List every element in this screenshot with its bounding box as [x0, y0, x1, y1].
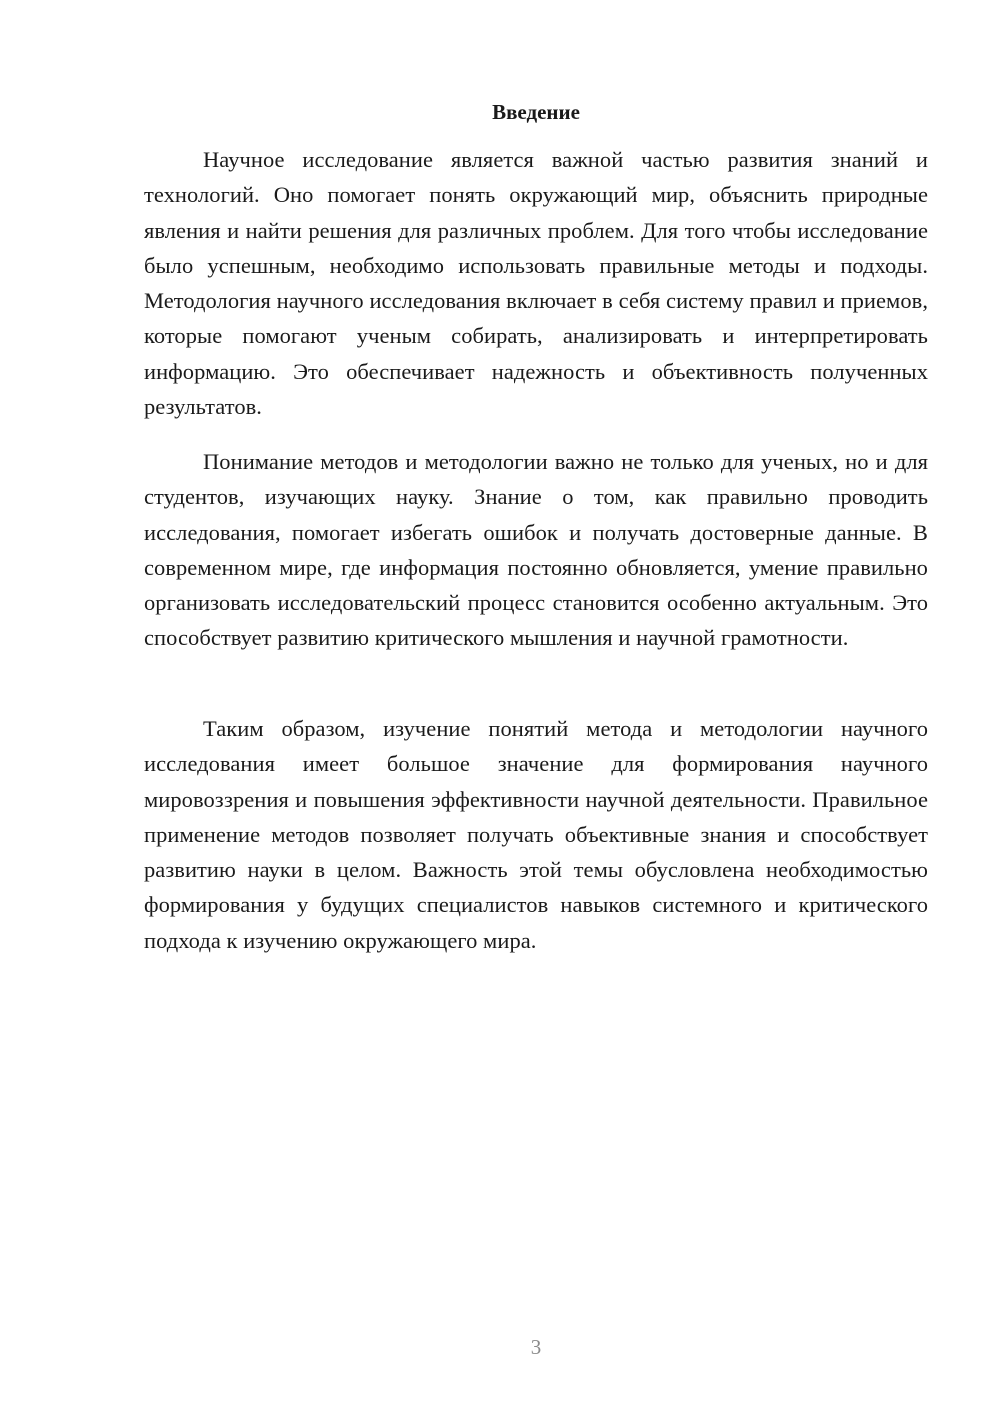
section-heading: Введение: [492, 100, 580, 124]
paragraph-2: Понимание методов и методологии важно не только для ученых, но и для студентов, изучающих науку. Знание о том, как правильно проводить исследования, помогает избегать ошибок и получать достоверные данные. В современном мире, где информация постоянно обновляется, умение правильно организовать исследовательский процесс становится особенно актуальным. Это способствует развитию критического мышления и научной грамотности.: [144, 449, 928, 651]
page-number: 3: [530, 1335, 542, 1359]
paragraph-3: Таким образом, изучение понятий метода и методологии научного исследования имеет большое значение для формирования научного мировоззрения и повышения эффективности научной деятельности. Правильное применение методов позволяет получать объективные знания и способствует развитию науки в целом. Важность этой темы обусловлена необходимостью формирования у будущих специалистов навыков системного и критического подхода к изучению окружающего мира.: [144, 716, 928, 953]
paragraph-1: Научное исследование является важной частью развития знаний и технологий. Оно помогает понять окружающий мир, объяснить природные явления и найти решения для различных проблем. Для того чтобы исследование было успешным, необходимо использовать правильные методы и подходы. Методология научного исследования включает в себя систему правил и приемов, которые помогают ученым собирать, анализировать и интерпретировать информацию. Это обеспечивает надежность и объективность полученных результатов.: [144, 147, 928, 420]
